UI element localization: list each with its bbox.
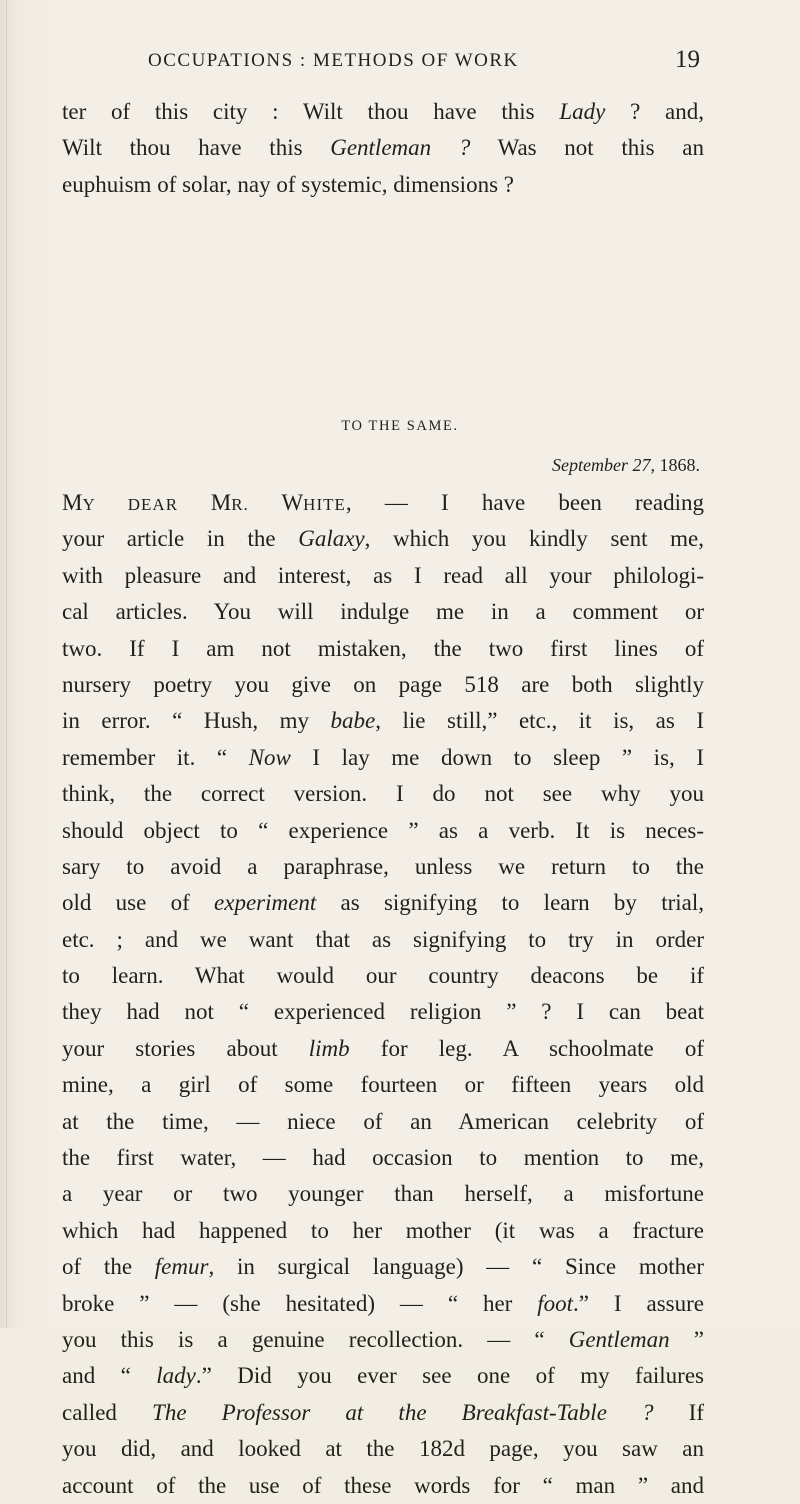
letter-date <box>552 455 700 476</box>
text-run: cal articles. You will indulge me in a comment or <box>62 599 704 625</box>
text-run: HITE <box>303 495 346 514</box>
text-run: in error. “ Hush, my <box>62 708 331 734</box>
text-line <box>62 1322 704 1358</box>
text-line <box>62 885 704 921</box>
text-run: remember it. “ <box>62 744 249 770</box>
text-line <box>62 1176 704 1212</box>
text-line <box>62 813 704 849</box>
text-line <box>62 776 704 812</box>
text-line <box>62 1286 704 1322</box>
text-run: R. <box>231 495 282 514</box>
text-run: they had not “ experienced religion ” ? I can beat <box>62 999 704 1025</box>
text-run: you this is a genuine recollection. — “ <box>62 1326 569 1352</box>
text-run: etc. ; and we want that as signifying to try in order <box>62 926 704 952</box>
italic-text: Now <box>248 744 291 770</box>
date-month-day: September 27, <box>552 455 655 475</box>
italic-text: babe <box>330 708 376 734</box>
italic-text: lady <box>156 1363 196 1389</box>
text-run: ? and, <box>605 99 705 124</box>
text-line <box>62 1213 704 1249</box>
text-run: two. If I am not mistaken, the two first lines of <box>62 635 704 661</box>
italic-text: Galaxy <box>298 526 365 552</box>
letter-body <box>62 485 704 1504</box>
text-run: at the time, — niece of an American celebrity of <box>62 1108 704 1134</box>
text-line <box>62 1249 704 1285</box>
text-line <box>62 1067 704 1103</box>
text-run: your stories about <box>62 1035 309 1061</box>
text-run: .” I assure <box>573 1290 704 1316</box>
text-line <box>62 521 704 557</box>
text-line <box>62 1395 704 1431</box>
text-run: think, the correct version. I do not see why you <box>62 781 704 807</box>
text-run: If <box>653 1399 704 1425</box>
text-line <box>62 167 704 203</box>
text-run: , in surgical language) — “ Since mother <box>208 1254 704 1280</box>
text-run: M <box>210 490 232 515</box>
text-run: your article in the <box>62 526 299 552</box>
date-year: 1868. <box>655 455 700 475</box>
text-run: W <box>281 490 304 515</box>
page-number: 19 <box>675 46 700 73</box>
text-run: nursery poetry you give on page 518 are both slightly <box>62 671 704 697</box>
text-line <box>62 1431 704 1467</box>
text-line <box>62 130 704 166</box>
italic-text: The Professor at the Breakfast-Table ? <box>152 1399 654 1425</box>
text-run: account of the use of these words for “ man ” and <box>62 1472 704 1498</box>
text-run: called <box>62 1399 153 1425</box>
text-run: M <box>62 490 83 515</box>
text-run: , — I have been reading <box>345 490 704 515</box>
text-run: as signifying to learn by trial, <box>316 890 704 916</box>
text-line <box>62 1031 704 1067</box>
text-run: .” Did you ever see one of my failures <box>195 1363 704 1389</box>
text-run: ter of this city : Wilt thou have this <box>62 99 560 124</box>
text-run: with pleasure and interest, as I read all your philologi- <box>62 562 704 588</box>
binding-gutter <box>6 0 7 1328</box>
text-line <box>62 922 704 958</box>
text-run: sary to avoid a paraphrase, unless we return to the <box>62 853 704 879</box>
italic-text: Gentleman <box>568 1326 670 1352</box>
text-run: which had happened to her mother (it was a fracture <box>62 1217 704 1243</box>
italic-text: Gentleman ? <box>330 135 471 161</box>
text-run: old use of <box>62 890 215 916</box>
text-run: for leg. A schoolmate of <box>349 1035 704 1061</box>
text-run: to learn. What would our country deacons be if <box>62 963 704 989</box>
text-line <box>62 94 704 130</box>
text-line <box>62 740 704 776</box>
italic-text: experiment <box>214 890 317 916</box>
text-run: the first water, — had occasion to mention to me, <box>62 1145 704 1171</box>
text-line <box>62 1358 704 1394</box>
text-run: I lay me down to sleep ” is, I <box>290 744 704 770</box>
text-line <box>62 558 704 594</box>
text-run: mine, a girl of some fourteen or fifteen years old <box>62 1072 704 1098</box>
text-run: a year or two younger than herself, a misfortune <box>62 1181 704 1207</box>
text-run: Wilt thou have this <box>62 135 331 161</box>
text-line <box>62 485 704 521</box>
text-line <box>62 594 704 630</box>
italic-text: foot <box>537 1290 574 1316</box>
text-run: of the <box>62 1254 155 1280</box>
text-line <box>62 1140 704 1176</box>
text-line <box>62 703 704 739</box>
italic-text: Lady <box>559 99 606 124</box>
text-line <box>62 667 704 703</box>
text-line <box>62 958 704 994</box>
text-line <box>62 1104 704 1140</box>
italic-text: femur <box>154 1254 209 1280</box>
running-head <box>148 46 700 78</box>
text-run: euphuism of solar, nay of systemic, dimensions ? <box>62 171 514 197</box>
text-line <box>62 849 704 885</box>
text-run: you did, and looked at the 182d page, you saw an <box>62 1436 704 1462</box>
text-run: Y DEAR <box>82 495 211 514</box>
text-run: Was not this an <box>470 135 704 161</box>
text-run: broke ” — (she hesitated) — “ her <box>62 1290 538 1316</box>
text-run: and “ <box>62 1363 157 1389</box>
text-run: , which you kindly sent me, <box>364 526 704 552</box>
text-run: should object to “ experience ” as a verb. It is neces- <box>62 817 704 843</box>
section-heading: TO THE SAME. <box>341 418 459 434</box>
text-line <box>62 1468 704 1504</box>
text-line <box>62 631 704 667</box>
intro-paragraph <box>62 94 704 203</box>
running-title: OCCUPATIONS : METHODS OF WORK <box>148 50 519 71</box>
text-run: ” <box>669 1326 704 1352</box>
text-line <box>62 994 704 1030</box>
text-run: , lie still,” etc., it is, as I <box>375 708 704 734</box>
italic-text: limb <box>308 1035 350 1061</box>
